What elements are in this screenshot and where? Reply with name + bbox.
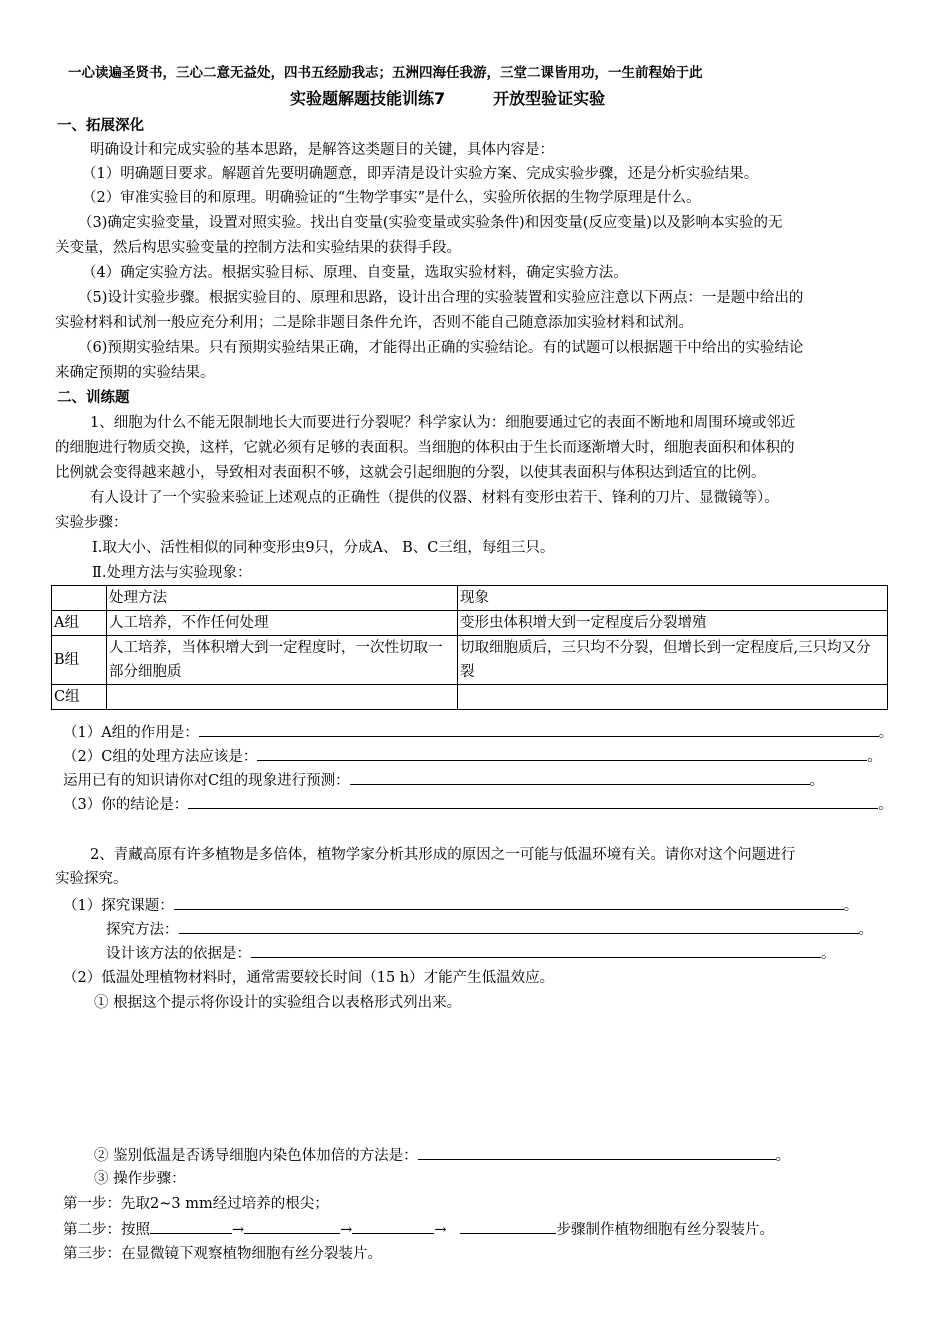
table-cell: C组 xyxy=(52,685,107,710)
table-cell-answer-method[interactable] xyxy=(107,685,458,710)
question-1-line-1: 1、细胞为什么不能无限制地长大而要进行分裂呢？科学家认为：细胞要通过它的表面不断地和周围环境或邻近 xyxy=(90,415,796,431)
period: 。 xyxy=(858,922,873,938)
answer-blank-step-a[interactable] xyxy=(150,1217,232,1234)
point-4: （4）确定实验方法。根据实验目标、原理、自变量，选取实验材料，确定实验方法。 xyxy=(82,265,628,281)
table-cell: 人工培养，不作任何处理 xyxy=(107,611,458,636)
point-6-line-2: 来确定预期的实验结果。 xyxy=(55,365,215,381)
point-5-line-2: 实验材料和试剂一般应充分利用；二是除非题目条件允许，否则不能自己随意添加实验材料和试剂。 xyxy=(55,315,693,331)
research-topic xyxy=(63,893,858,918)
procedure-step-2-suffix: 步骤制作植物细胞有丝分裂装片。 xyxy=(556,1222,774,1238)
period: 。 xyxy=(878,797,893,813)
step-2: Ⅱ.处理方法与实验现象： xyxy=(92,565,252,581)
table-cell: A组 xyxy=(52,611,107,636)
question-2-line-1: 2、青藏高原有许多植物是多倍体，植物学家分析其形成的原因之一可能与低温环境有关。请你对这个问题进行 xyxy=(90,847,796,863)
table-cell: B组 xyxy=(52,636,107,685)
task-1: ① 根据这个提示将你设计的实验组合以表格形式列出来。 xyxy=(94,995,462,1011)
task-2 xyxy=(94,1143,790,1168)
answer-blank-c-method[interactable] xyxy=(257,744,867,761)
table-header-cell: 现象 xyxy=(458,586,888,611)
period: 。 xyxy=(843,898,859,914)
answer-blank-basis[interactable] xyxy=(251,941,821,958)
point-3-line-1: （3)确定实验变量，设置对照实验。找出自变量(实验变量或实验条件)和因变量(反应变量)以及影响本实验的无 xyxy=(78,215,783,231)
table-row xyxy=(52,685,888,710)
period: 。 xyxy=(809,773,825,789)
period: 。 xyxy=(775,1148,791,1164)
table-cell: 切取细胞质后，三只均不分裂，但增长到一定程度后,三只均又分裂 xyxy=(458,636,888,685)
answer-blank-method[interactable] xyxy=(179,917,859,934)
table-cell: 变形虫体积增大到一定程度后分裂增殖 xyxy=(458,611,888,636)
procedure-step-3: 第三步：在显微镜下观察植物细胞有丝分裂装片。 xyxy=(63,1246,382,1262)
answer-blank-step-d[interactable] xyxy=(460,1217,556,1234)
question-2-line-2: 实验探究。 xyxy=(55,871,128,887)
low-temp-note: （2）低温处理植物材料时，通常需要较长时间（15 h）才能产生低温效应。 xyxy=(63,970,555,986)
section-heading-exercises: 二、训练题 xyxy=(57,390,130,406)
question-1-line-3: 比例就会变得越来越小，导致相对表面积不够，这就会引起细胞的分裂，以使其表面积与体积达到适宜的比例。 xyxy=(55,465,766,481)
answer-blank-c-prediction[interactable] xyxy=(350,768,810,785)
sub-question-2-label: （2）C组的处理方法应该是： xyxy=(63,749,258,765)
research-method-label: 探究方法： xyxy=(106,922,179,938)
point-1: （1）明确题目要求。解题首先要明确题意，即弄清是设计实验方案、完成实验步骤，还是分析实验结果。 xyxy=(82,166,759,182)
sub-question-3-label: （3）你的结论是： xyxy=(63,797,189,813)
answer-blank-identify-method[interactable] xyxy=(418,1143,776,1160)
sub-question-3 xyxy=(63,792,893,817)
sub-question-2b xyxy=(63,768,824,793)
arrow-icon: → xyxy=(232,1222,245,1238)
steps-label: 实验步骤： xyxy=(55,515,128,531)
period: 。 xyxy=(878,725,894,741)
answer-blank-step-b[interactable] xyxy=(244,1217,340,1234)
task-3: ③ 操作步骤： xyxy=(94,1171,186,1187)
page-title: 实验题解题技能训练7 开放型验证实验 xyxy=(290,89,606,108)
step-1: Ⅰ.取大小、活性相似的同种变形虫9只，分成A、 B、C三组，每组三只。 xyxy=(92,540,555,556)
procedure-step-2 xyxy=(63,1217,774,1242)
point-5-line-1: （5)设计实验步骤。根据实验目的、原理和思路，设计出合理的实验装置和实验应注意以下两点：一是题中给出的 xyxy=(78,290,804,306)
task-2-label: ② 鉴别低温是否诱导细胞内染色体加倍的方法是： xyxy=(94,1148,418,1164)
table-cell: 人工培养，当体积增大到一定程度时，一次性切取一部分细胞质 xyxy=(107,636,458,685)
section-heading-extension: 一、拓展深化 xyxy=(57,118,144,134)
intro-paragraph: 明确设计和完成实验的基本思路，是解答这类题目的关键，具体内容是： xyxy=(90,142,554,158)
motto: 一心读遍圣贤书，三心二意无益处，四书五经励我志；五洲四海任我游，三堂二课皆用功，一生前程始于此 xyxy=(68,65,703,81)
point-6-line-1: （6)预期实验结果。只有预期实验结果正确，才能得出正确的实验结论。有的试题可以根据题干中给出的实验结论 xyxy=(78,340,804,356)
answer-blank-step-c[interactable] xyxy=(352,1217,434,1234)
period: 。 xyxy=(867,749,882,765)
period: 。 xyxy=(821,946,836,962)
procedure-step-1: 第一步：先取2~3 mm经过培养的根尖； xyxy=(63,1196,329,1212)
table-row xyxy=(52,636,888,685)
question-1-line-2: 的细胞进行物质交换，这样，它就必须有足够的表面积。当细胞的体积由于生长而逐渐增大时，细胞表面积和体积的 xyxy=(55,440,795,456)
answer-blank-a-role[interactable] xyxy=(199,720,879,737)
procedure-step-2-label: 第二步：按照 xyxy=(63,1222,150,1238)
answer-blank-topic[interactable] xyxy=(174,893,844,910)
design-basis-label: 设计该方法的依据是： xyxy=(106,946,251,962)
arrow-icon: → xyxy=(434,1222,447,1238)
answer-blank-conclusion[interactable] xyxy=(188,792,878,809)
arrow-icon: → xyxy=(340,1222,353,1238)
table-header-cell: 处理方法 xyxy=(107,586,458,611)
sub-question-2b-label: 运用已有的知识请你对C组的现象进行预测： xyxy=(63,773,350,789)
research-topic-label: （1）探究课题： xyxy=(63,898,174,914)
experiment-table xyxy=(51,585,888,710)
point-2: （2）审准实验目的和原理。明确验证的“生物学事实”是什么，实验所依据的生物学原理是什么。 xyxy=(82,190,701,206)
question-1-line-4: 有人设计了一个实验来验证上述观点的正确性（提供的仪器、材料有变形虫若干、锋利的刀片、显微镜等）。 xyxy=(90,490,779,506)
sub-question-1 xyxy=(63,720,893,745)
table-header-cell xyxy=(52,586,107,611)
research-method xyxy=(106,917,873,942)
table-cell-answer-phenomenon[interactable] xyxy=(458,685,888,710)
sub-question-2 xyxy=(63,744,882,769)
table-row xyxy=(52,611,888,636)
sub-question-1-label: （1）A组的作用是： xyxy=(63,725,199,741)
point-3-line-2: 关变量，然后构思实验变量的控制方法和实验结果的获得手段。 xyxy=(55,240,461,256)
design-basis xyxy=(106,941,836,966)
table-header-row xyxy=(52,586,888,611)
